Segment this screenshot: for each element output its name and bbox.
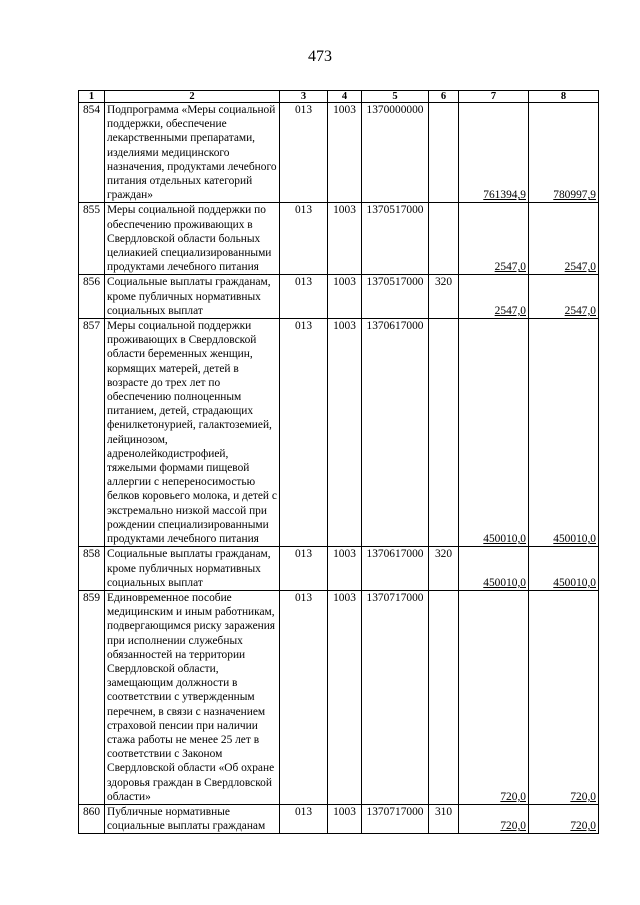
row-name: Подпрограмма «Меры социальной поддержки, обеспечение лекарственными препаратами, изделиями медицинского назначения, продуктами лечебного питания отдельных категорий граждан» [105,103,280,203]
amount-year-2 [529,275,599,319]
table-row [79,103,599,203]
row-number: 857 [79,319,105,547]
column-header: 1 [79,91,105,103]
target-article-code: 1370517000 [362,203,429,275]
amount-year-2 [529,203,599,275]
amount-year-2-value: 2547,0 [564,304,596,317]
amount-year-1 [459,203,529,275]
amount-year-1 [459,590,529,804]
expense-type-code [429,590,459,804]
expense-type-code: 320 [429,275,459,319]
table-row [79,203,599,275]
amount-year-2 [529,319,599,547]
amount-year-2-value: 2547,0 [564,261,596,274]
section-code: 1003 [328,103,362,203]
admin-code: 013 [280,275,328,319]
expense-type-code [429,103,459,203]
amount-year-1-value: 450010,0 [483,576,526,589]
target-article-code: 1370617000 [362,319,429,547]
column-header: 2 [105,91,280,103]
expense-type-code [429,319,459,547]
amount-year-1 [459,103,529,203]
amount-year-2-value: 450010,0 [553,533,596,546]
admin-code: 013 [280,103,328,203]
row-name: Социальные выплаты гражданам, кроме публичных нормативных социальных выплат [105,275,280,319]
amount-year-1-value: 450010,0 [483,533,526,546]
admin-code: 013 [280,804,328,833]
amount-year-2-value: 720,0 [570,820,596,833]
amount-year-2 [529,804,599,833]
admin-code: 013 [280,547,328,591]
column-header: 4 [328,91,362,103]
column-header: 3 [280,91,328,103]
amount-year-1 [459,547,529,591]
table-header-row [79,91,599,103]
table-row [79,547,599,591]
amount-year-1-value: 720,0 [500,820,526,833]
row-name: Меры социальной поддержки по обеспечению проживающих в Свердловской области больных целиакией специализированными продуктами лечебного питания [105,203,280,275]
target-article-code: 1370517000 [362,275,429,319]
amount-year-2-value: 720,0 [570,790,596,803]
page-number: 473 [308,48,332,65]
column-header: 5 [362,91,429,103]
amount-year-1 [459,804,529,833]
admin-code: 013 [280,590,328,804]
column-header: 6 [429,91,459,103]
row-number: 854 [79,103,105,203]
table-row [79,590,599,804]
expense-type-code [429,203,459,275]
section-code: 1003 [328,319,362,547]
amount-year-2-value: 450010,0 [553,576,596,589]
row-name: Социальные выплаты гражданам, кроме публичных нормативных социальных выплат [105,547,280,591]
amount-year-2 [529,103,599,203]
table-row [79,275,599,319]
amount-year-1 [459,319,529,547]
amount-year-2-value: 780997,9 [553,189,596,202]
amount-year-1-value: 761394,9 [483,189,526,202]
row-number: 860 [79,804,105,833]
amount-year-2 [529,547,599,591]
row-name: Публичные нормативные социальные выплаты гражданам [105,804,280,833]
expense-type-code: 310 [429,804,459,833]
table-row [79,804,599,833]
amount-year-2 [529,590,599,804]
column-header: 8 [529,91,599,103]
budget-table [78,90,599,834]
row-number: 855 [79,203,105,275]
amount-year-1 [459,275,529,319]
target-article-code: 1370000000 [362,103,429,203]
row-number: 859 [79,590,105,804]
table-row [79,319,599,547]
row-number: 858 [79,547,105,591]
section-code: 1003 [328,203,362,275]
target-article-code: 1370617000 [362,547,429,591]
section-code: 1003 [328,547,362,591]
row-name: Меры социальной поддержки проживающих в Свердловской области беременных женщин, кормящих матерей, детей в возрасте до трех лет по обеспечению полноценным питанием, детей, страдающих фенилкетонурией, галактоземией, лейцинозом, адренолейкодистрофией, тяжелыми формами пищевой аллергии с непереносимостью белков коровьего молока, и детей с экстремально низкой массой при рождении специализированными продуктами лечебного питания [105,319,280,547]
row-number: 856 [79,275,105,319]
admin-code: 013 [280,203,328,275]
section-code: 1003 [328,275,362,319]
admin-code: 013 [280,319,328,547]
section-code: 1003 [328,804,362,833]
expense-type-code: 320 [429,547,459,591]
row-name: Единовременное пособие медицинским и иным работникам, подвергающимся риску заражения при исполнении служебных обязанностей на территории Свердловской области, замещающим должности в соответствии с утвержденным перечнем, в связи с назначением страховой пенсии при наличии стажа работы не менее 25 лет в соответствии с Законом Свердловской области «Об охране здоровья граждан в Свердловской области» [105,590,280,804]
amount-year-1-value: 720,0 [500,790,526,803]
target-article-code: 1370717000 [362,590,429,804]
column-header: 7 [459,91,529,103]
target-article-code: 1370717000 [362,804,429,833]
amount-year-1-value: 2547,0 [494,304,526,317]
section-code: 1003 [328,590,362,804]
amount-year-1-value: 2547,0 [494,261,526,274]
